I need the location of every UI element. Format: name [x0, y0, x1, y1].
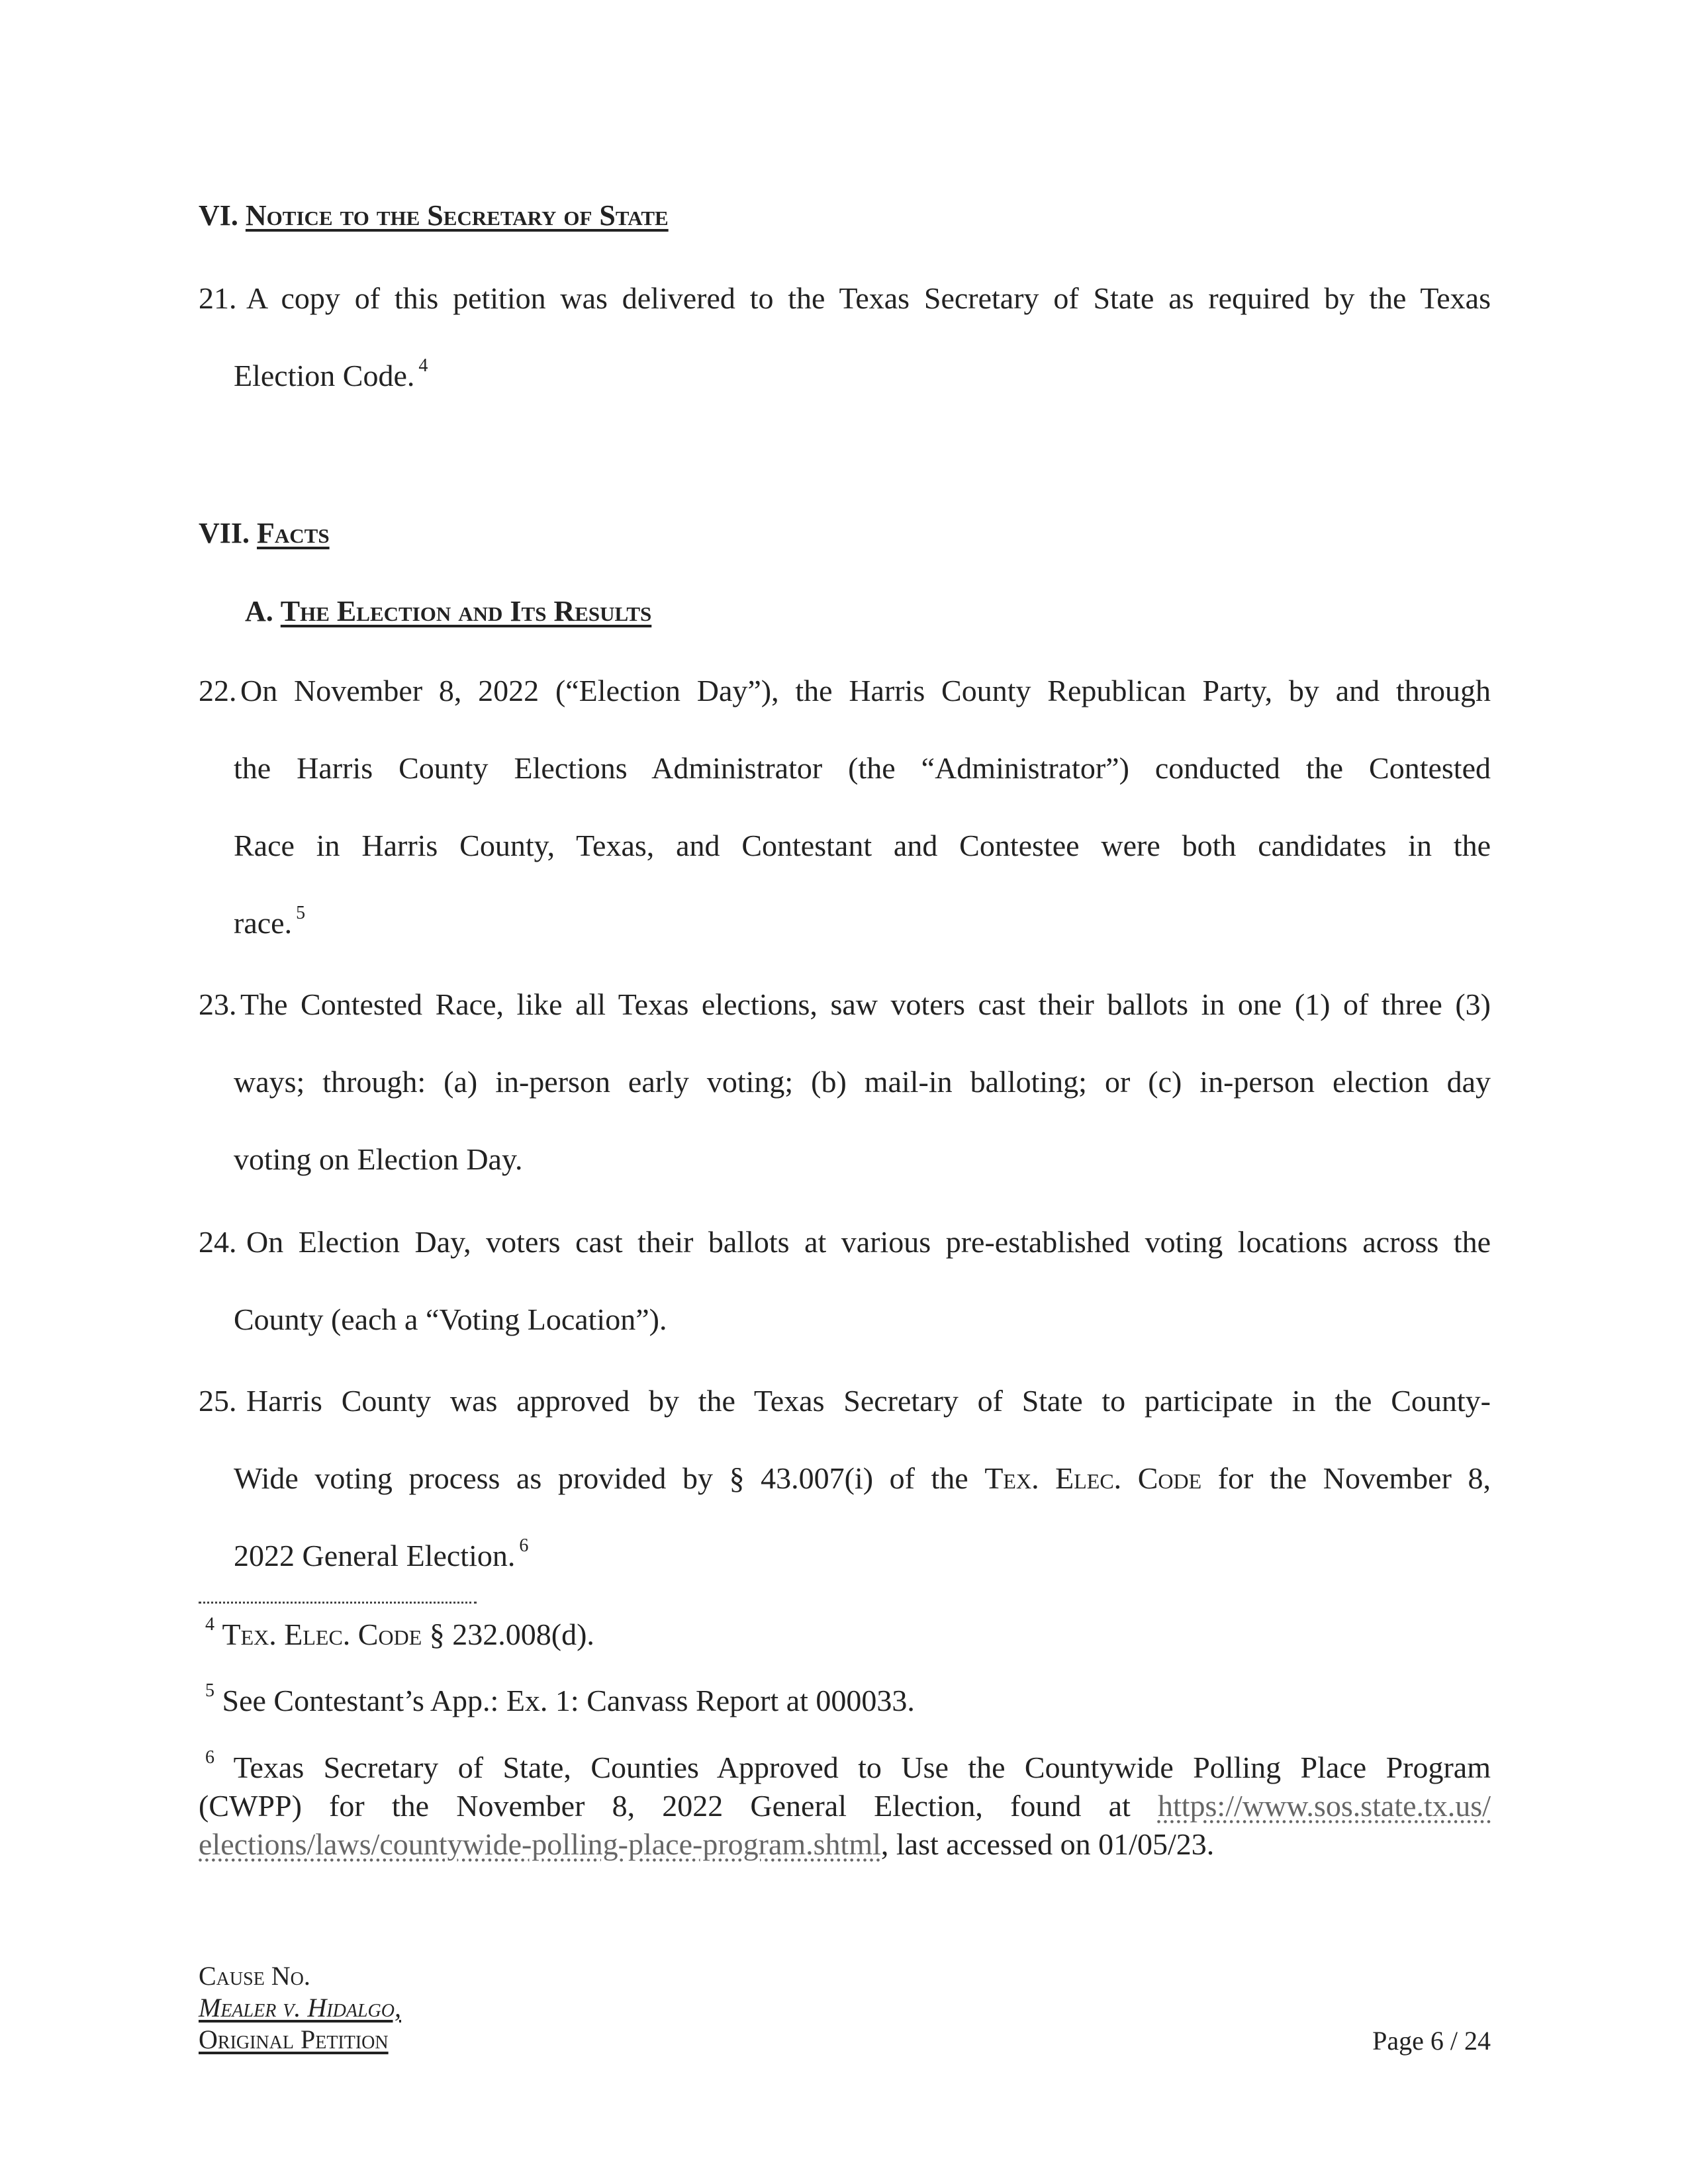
paragraph-line: race. $^5$ [234, 903, 306, 940]
page-number: Page 6 / 24 [1372, 2026, 1491, 2056]
subsection-a-title: The Election and Its Results [280, 595, 652, 627]
footnote-ref-5[interactable]: 5 [296, 903, 306, 923]
footer-case-name: Mealer v. Hidalgo, [199, 1993, 401, 2023]
footnote-line: (CWPP) for the November 8, 2022 General Election, found at https://www.sos.state.tx.us/ [199, 1789, 1491, 1823]
paragraph-line: Race in Harris County, Texas, and Contestant and Contestee were both candidates in the [234, 829, 1491, 862]
section-vi-heading [199, 199, 669, 232]
statute-citation: Tex. Elec. Code [984, 1461, 1202, 1495]
paragraph-line: Election Code. $^4$ [234, 355, 428, 392]
subsection-a-letter: A. [245, 595, 273, 627]
section-vi-title: Notice to the Secretary of State [245, 199, 669, 232]
footnote-mark: 5 [205, 1680, 214, 1701]
paragraph-line: A copy of this petition was delivered to the Texas Secretary of State as required by the Texas [246, 281, 1491, 315]
footnote-line: $^6$ Texas Secretary of State, Counties Approved to Use the Countywide Polling Place Program [205, 1747, 1491, 1784]
footer-document-title: Original Petition [199, 2025, 389, 2054]
footnote-separator [199, 1602, 477, 1604]
footnote-ref-6[interactable]: 6 [519, 1535, 529, 1556]
section-vii-title: Facts [257, 517, 330, 549]
footnote-5 [205, 1681, 915, 1721]
paragraph-line: On November 8, 2022 (“Election Day”), the Harris County Republican Party, by and through [240, 674, 1491, 707]
footnote-4 [205, 1615, 594, 1655]
paragraph-line: Wide voting process as provided by § 43.007(i) of the Tex. Elec. Code for the November 8, [234, 1461, 1491, 1495]
paragraph-line: The Contested Race, like all Texas elections, saw voters cast their ballots in one (1) of three (3) [240, 987, 1491, 1021]
footnote-link[interactable]: https://www.sos.state.tx.us/ [1157, 1789, 1491, 1823]
footnote-code: Tex. Elec. Code [222, 1617, 422, 1651]
footnote-text: § 232.008(d). [429, 1617, 594, 1651]
paragraph-number: 24. [199, 1225, 237, 1259]
footer [199, 1960, 401, 2056]
footnote-6 [199, 1749, 1491, 1864]
paragraph-line: On Election Day, voters cast their ballots at various pre-established voting locations across the [246, 1225, 1491, 1259]
footnote-link-cont[interactable]: elections/laws/countywide-polling-place-program.shtml [199, 1827, 881, 1861]
paragraph-line: County (each a “Voting Location”). [234, 1302, 667, 1336]
paragraph-line: Harris County was approved by the Texas Secretary of State to participate in the County- [246, 1384, 1491, 1418]
section-vii-heading [199, 516, 330, 550]
section-vii-numeral: VII. [199, 517, 250, 549]
paragraph-line: voting on Election Day. [234, 1142, 523, 1176]
footnote-ref-4[interactable]: 4 [418, 355, 428, 376]
paragraph-number: 25. [199, 1384, 237, 1418]
paragraph-line: ways; through: (a) in-person early voting; (b) mail-in balloting; or (c) in-person election day [234, 1065, 1491, 1099]
footnote-line: elections/laws/countywide-polling-place-program.shtml, last accessed on 01/05/23. [199, 1827, 1215, 1861]
paragraph-number: 22. [199, 674, 237, 707]
paragraph-line: the Harris County Elections Administrator (the “Administrator”) conducted the Contested [234, 751, 1491, 785]
paragraph-number: 21. [199, 281, 237, 315]
section-vi-numeral: VI. [199, 199, 238, 232]
footnote-text: See Contestant’s App.: Ex. 1: Canvass Report at 000033. [222, 1684, 915, 1717]
footer-cause-number: Cause No. [199, 1961, 310, 1991]
subsection-a-heading [245, 594, 651, 628]
footnote-mark: 6 [205, 1747, 214, 1768]
paragraph-number: 23. [199, 987, 237, 1021]
footnote-mark: 4 [205, 1614, 214, 1635]
paragraph-line: 2022 General Election. $^6$ [234, 1535, 529, 1572]
